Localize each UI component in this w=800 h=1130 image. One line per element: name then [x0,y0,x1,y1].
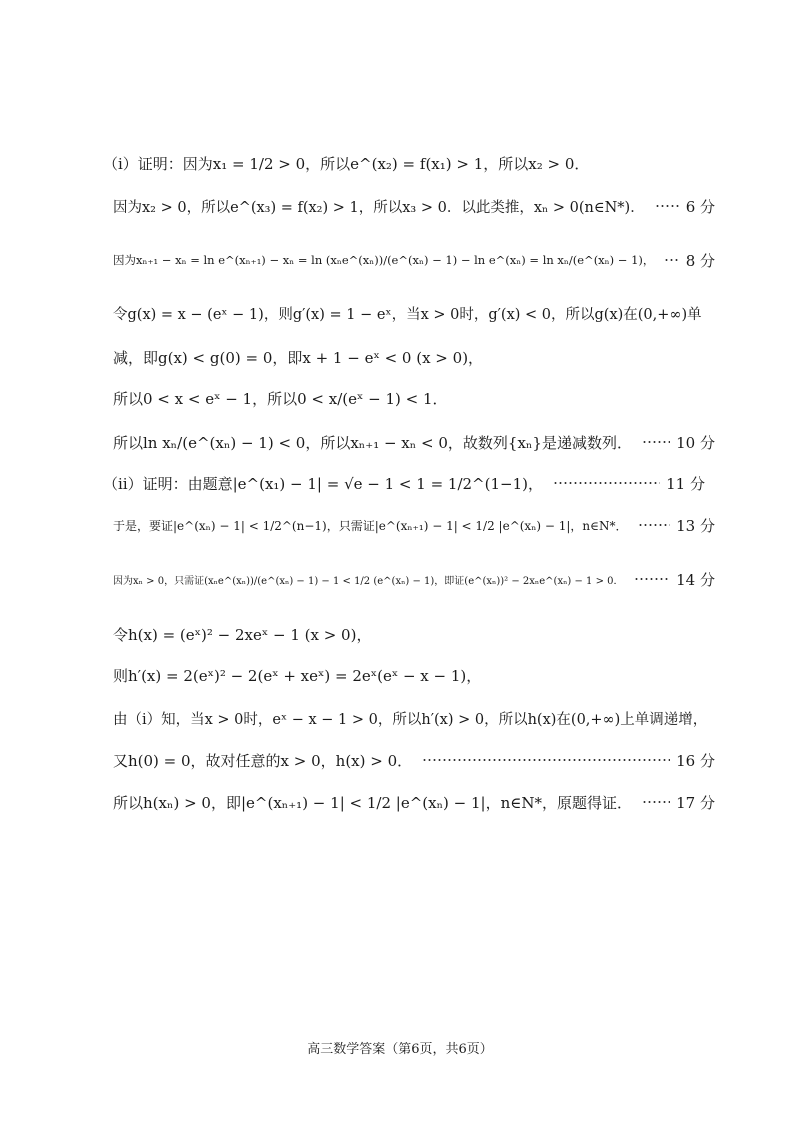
proof-text-11: 令h(x) = (eˣ)² − 2xeˣ − 1 (x > 0)， [113,625,372,644]
proof-line-14 [113,743,715,777]
proof-text-2: 因为x₂ > 0，所以e^(x₃) = f(x₂) > 1，所以x₃ > 0．以此类推，xₙ > 0(n∈N*)． [113,199,645,216]
score-leader-dots [642,801,670,803]
proof-text-10: 因为xₙ > 0，只需证(xₙe^(xₙ))/(e^(xₙ) − 1) − 1 < 1/2 (e^(xₙ) − 1)，即证(e^(xₙ))² − 2xₙe^(xₙ) − 1 > 0． [113,575,624,587]
proof-text-13: 由（ⅰ）知，当x > 0时，eˣ − x − 1 > 0，所以h′(x) > 0，所以h(x)在(0,+∞)上单调递增， [113,711,708,728]
proof-text-3: 因为xₙ₊₁ − xₙ = ln e^(xₙ₊₁) − xₙ = ln (xₙe^(xₙ))/(e^(xₙ) − 1) − ln e^(xₙ) = ln xₙ/(e^(xₙ) − 1)， [113,253,655,267]
score-8: 11 分 [666,474,705,493]
proof-line-7 [113,425,715,459]
score-leader-dots [634,578,671,580]
score-10: 14 分 [676,570,715,589]
proof-line-13 [113,701,715,735]
score-leader-dots [638,524,671,526]
proof-line-3 [113,243,715,277]
proof-text-8: （ⅱ）证明：由题意|e^(x₁) − 1| = √e − 1 < 1 = 1/2^(1−1)， [103,474,543,493]
proof-text-5: 减，即g(x) < g(0) = 0，即x + 1 − eˣ < 0 (x > 0)， [113,348,484,367]
proof-text-4: 令g(x) = x − (eˣ − 1)，则g′(x) = 1 − eˣ，当x > 0时，g′(x) < 0，所以g(x)在(0,+∞)单 [113,306,702,323]
proof-line-5 [113,340,715,374]
proof-text-14: 又h(0) = 0，故对任意的x > 0，h(x) > 0． [113,751,413,770]
proof-line-1 [103,146,705,180]
proof-line-10 [113,562,715,596]
proof-line-15 [113,785,715,819]
page-footer: 高三数学答案（第6页，共6页） [307,1042,493,1057]
score-leader-dots [655,205,680,207]
proof-text-1: （ⅰ）证明：因为x₁ = 1/2 > 0，所以e^(x₂) = f(x₁) > 1，所以x₂ > 0． [103,154,590,173]
proof-text-15: 所以h(xₙ) > 0，即|e^(xₙ₊₁) − 1| < 1/2 |e^(xₙ) − 1|，n∈N*，原题得证． [113,793,633,812]
score-leader-dots [642,441,670,443]
proof-line-8 [103,466,705,500]
proof-line-12 [113,658,715,692]
proof-line-6 [113,381,715,415]
proof-line-11 [113,617,715,651]
score-15: 17 分 [676,793,715,812]
score-leader-dots [553,482,660,484]
proof-line-4 [113,296,715,330]
proof-line-9 [113,508,715,542]
score-7: 10 分 [676,433,715,452]
score-leader-dots [664,259,679,261]
proof-text-7: 所以ln xₙ/(e^(xₙ) − 1) < 0，所以xₙ₊₁ − xₙ < 0，故数列{xₙ}是递减数列． [113,433,632,452]
score-leader-dots [422,759,670,761]
proof-text-6: 所以0 < x < eˣ − 1，所以0 < x/(eˣ − 1) < 1． [113,389,448,408]
score-9: 13 分 [676,516,715,535]
proof-text-9: 于是，要证|e^(xₙ) − 1| < 1/2^(n−1)，只需证|e^(xₙ₊₁) − 1| < 1/2 |e^(xₙ) − 1|，n∈N*． [113,518,628,533]
score-14: 16 分 [676,751,715,770]
score-2: 6 分 [685,197,715,216]
proof-line-2 [113,189,715,223]
proof-text-12: 则h′(x) = 2(eˣ)² − 2(eˣ + xeˣ) = 2eˣ(eˣ − x − 1)， [113,666,482,685]
score-3: 8 分 [685,251,715,270]
